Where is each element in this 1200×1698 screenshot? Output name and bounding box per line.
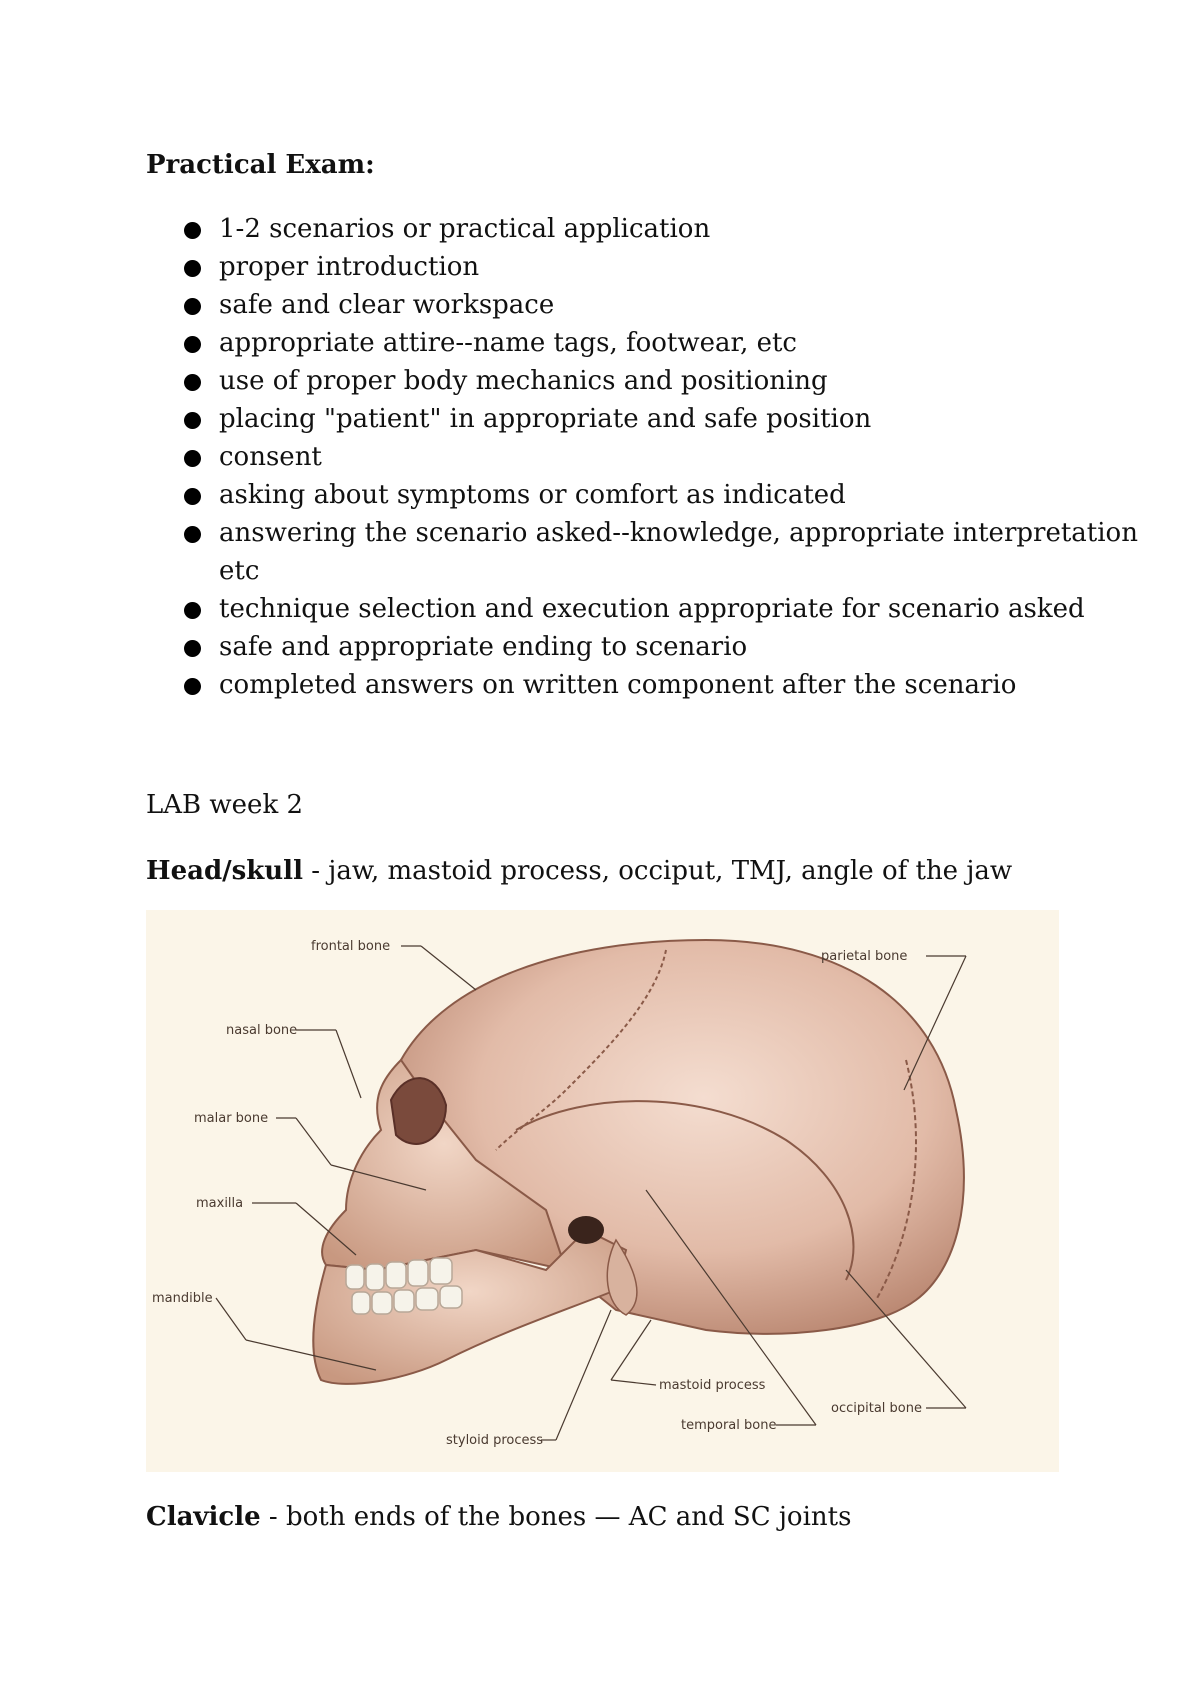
practical-exam-heading: Practical Exam:	[146, 150, 375, 180]
list-item: use of proper body mechanics and positioning	[184, 362, 1144, 400]
label-parietal-bone: parietal bone	[821, 949, 908, 964]
list-item: safe and appropriate ending to scenario	[184, 628, 1144, 666]
list-item: consent	[184, 438, 1144, 476]
bullet-icon	[184, 488, 201, 505]
list-item: safe and clear workspace	[184, 286, 1144, 324]
bullet-icon	[184, 602, 201, 619]
bullet-icon	[184, 412, 201, 429]
head-skull-term: Head/skull	[146, 856, 303, 886]
label-temporal-bone: temporal bone	[681, 1418, 777, 1433]
bullet-icon	[184, 678, 201, 695]
clavicle-term: Clavicle	[146, 1502, 261, 1532]
bullet-icon	[184, 260, 201, 277]
label-nasal-bone: nasal bone	[226, 1023, 298, 1038]
orbit-shape	[391, 1078, 446, 1144]
label-styloid-process: styloid process	[446, 1433, 544, 1448]
list-item: 1-2 scenarios or practical application	[184, 210, 1144, 248]
skull-illustration	[146, 910, 1059, 1472]
label-maxilla: maxilla	[196, 1196, 244, 1211]
bullet-icon	[184, 640, 201, 657]
bullet-icon	[184, 374, 201, 391]
bullet-icon	[184, 336, 201, 353]
list-item: answering the scenario asked--knowledge, appropriate interpretation etc	[184, 514, 1144, 590]
ear-canal	[568, 1216, 604, 1244]
list-item: placing "patient" in appropriate and safe position	[184, 400, 1144, 438]
list-item: completed answers on written component after the scenario	[184, 666, 1144, 704]
list-item: asking about symptoms or comfort as indicated	[184, 476, 1144, 514]
list-item: appropriate attire--name tags, footwear, etc	[184, 324, 1144, 362]
lab-week-title: LAB week 2	[146, 790, 304, 820]
clavicle-line	[146, 1502, 851, 1532]
list-item: technique selection and execution appropriate for scenario asked	[184, 590, 1144, 628]
bullet-icon	[184, 222, 201, 239]
bullet-icon	[184, 298, 201, 315]
bullet-icon	[184, 450, 201, 467]
label-mandible: mandible	[152, 1291, 213, 1306]
head-skull-line	[146, 856, 1012, 886]
list-item: proper introduction	[184, 248, 1144, 286]
bullet-icon	[184, 526, 201, 543]
label-malar-bone: malar bone	[194, 1111, 269, 1126]
label-frontal-bone: frontal bone	[311, 939, 391, 954]
practical-exam-list	[184, 210, 1144, 704]
label-mastoid-process: mastoid process	[659, 1378, 766, 1393]
clavicle-description: - both ends of the bones — AC and SC joints	[260, 1502, 852, 1532]
head-skull-description: - jaw, mastoid process, occiput, TMJ, angle of the jaw	[302, 856, 1013, 886]
label-occipital-bone: occipital bone	[831, 1401, 922, 1416]
